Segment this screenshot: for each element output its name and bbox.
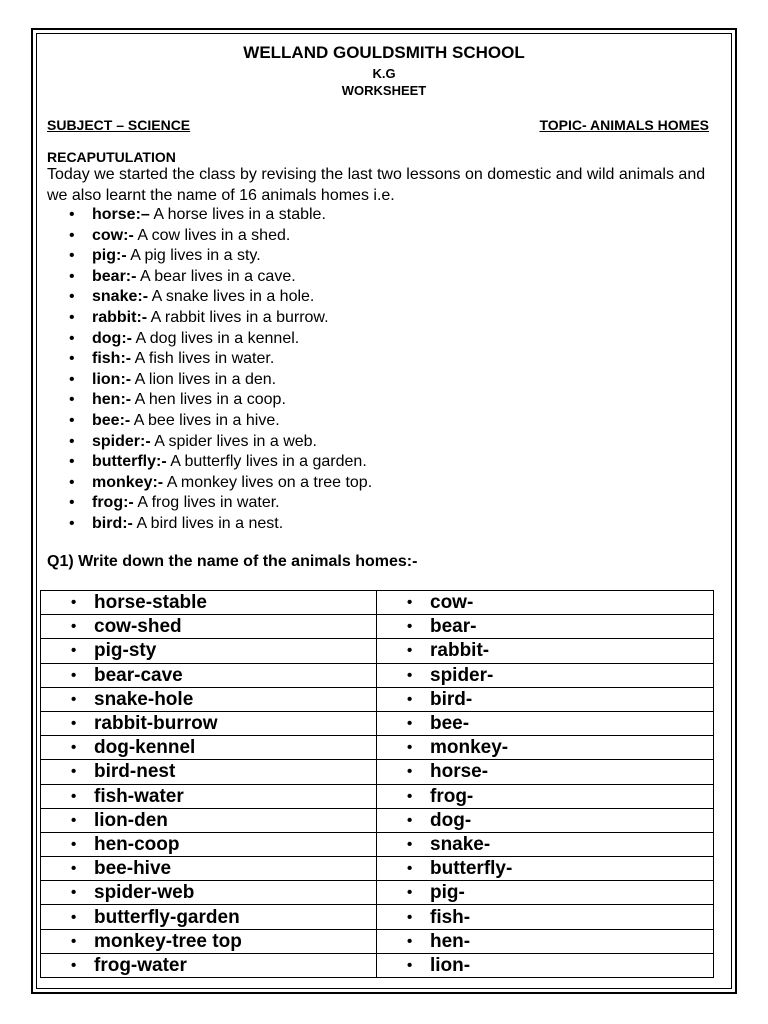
cell-text: • monkey-tree top: [41, 930, 376, 953]
cell-text: • pig-: [377, 881, 713, 904]
recap-intro: Today we started the class by revising the last two lessons on domestic and wild animals and we also learnt the name of 16 animals homes i.e.: [47, 166, 706, 204]
table-row: [41, 881, 714, 905]
answer-example-cell: [41, 881, 377, 905]
grade-label: K.G: [372, 66, 396, 81]
table-row: [41, 663, 714, 687]
recap-item-text: A pig lives in a sty.: [126, 247, 261, 265]
recap-item-animal: dog:-: [92, 329, 132, 347]
cell-text: • butterfly-: [377, 857, 713, 880]
recap-item-animal: hen:-: [92, 391, 132, 409]
answer-example-cell: [41, 953, 377, 977]
cell-text: • bird-nest: [41, 760, 376, 783]
recap-item-text: A butterfly lives in a garden.: [166, 453, 367, 471]
recap-item-animal: bear:-: [92, 267, 137, 285]
subject-label: SUBJECT – SCIENCE: [47, 117, 191, 133]
answer-blank-cell: [377, 905, 714, 929]
answer-example-cell: [41, 905, 377, 929]
recap-item: [47, 205, 372, 226]
answer-blank-cell: [377, 736, 714, 760]
recap-item-animal: bee:-: [92, 411, 131, 429]
recap-item-animal: cow:-: [92, 226, 134, 244]
cell-text: • frog-water: [41, 954, 376, 977]
cell-text: • bear-: [377, 615, 713, 638]
table-row: [41, 857, 714, 881]
recap-item-text: A lion lives in a den.: [131, 370, 277, 388]
recap-item-text: A rabbit lives in a burrow.: [147, 308, 329, 326]
table-row: [41, 591, 714, 615]
recap-item-text: A cow lives in a shed.: [133, 226, 291, 244]
answer-blank-cell: [377, 639, 714, 663]
cell-text: • frog-: [377, 785, 713, 808]
cell-text: • cow-shed: [41, 615, 376, 638]
table-row: [41, 953, 714, 977]
answer-blank-cell: [377, 760, 714, 784]
question-text: Q1) Write down the name of the animals homes:-: [47, 553, 418, 570]
recap-item-animal: frog:-: [92, 494, 134, 512]
cell-text: • bird-: [377, 688, 713, 711]
answer-blank-cell: [377, 711, 714, 735]
answer-blank-cell: [377, 663, 714, 687]
recap-item: [47, 308, 372, 329]
table-row: [41, 736, 714, 760]
recap-item-animal: butterfly:-: [92, 453, 167, 471]
answer-example-cell: [41, 615, 377, 639]
answer-blank-cell: [377, 929, 714, 953]
recap-item-animal: rabbit:-: [92, 308, 148, 326]
recap-heading: RECAPUTULATION: [47, 149, 176, 165]
cell-text: • cow-: [377, 591, 713, 614]
recap-item-text: A bear lives in a cave.: [136, 267, 296, 285]
recap-item: [47, 370, 372, 391]
answer-blank-cell: [377, 591, 714, 615]
answer-example-cell: [41, 929, 377, 953]
answer-example-cell: [41, 591, 377, 615]
recap-item: [47, 287, 372, 308]
answer-example-cell: [41, 736, 377, 760]
recap-item-animal: pig:-: [92, 247, 127, 265]
topic-label: TOPIC- ANIMALS HOMES: [539, 117, 709, 133]
answer-blank-cell: [377, 784, 714, 808]
recap-item: [47, 473, 372, 494]
answer-blank-cell: [377, 808, 714, 832]
recap-item-text: A snake lives in a hole.: [148, 288, 315, 306]
recap-item-text: A fish lives in water.: [131, 350, 275, 368]
cell-text: • bee-hive: [41, 857, 376, 880]
recap-item: [47, 514, 372, 535]
cell-text: • fish-water: [41, 785, 376, 808]
answer-blank-cell: [377, 881, 714, 905]
answer-blank-cell: [377, 832, 714, 856]
cell-text: • snake-hole: [41, 688, 376, 711]
recap-item-text: A bird lives in a nest.: [132, 514, 284, 532]
answer-blank-cell: [377, 953, 714, 977]
recap-item-text: A frog lives in water.: [133, 494, 280, 512]
recap-item-text: A hen lives in a coop.: [131, 391, 286, 409]
recap-item-animal: fish:-: [92, 350, 132, 368]
table-row: [41, 808, 714, 832]
cell-text: • spider-: [377, 664, 713, 687]
recap-item: [47, 411, 372, 432]
cell-text: • bear-cave: [41, 664, 376, 687]
cell-text: • dog-: [377, 809, 713, 832]
answer-example-cell: [41, 687, 377, 711]
cell-text: • monkey-: [377, 736, 713, 759]
recap-item-animal: lion:-: [92, 370, 132, 388]
recap-item: [47, 432, 372, 453]
cell-text: • lion-den: [41, 809, 376, 832]
recap-item-animal: spider:-: [92, 432, 151, 450]
recap-item-text: A dog lives in a kennel.: [131, 329, 300, 347]
recap-item-animal: bird:-: [92, 514, 133, 532]
cell-text: • butterfly-garden: [41, 906, 376, 929]
answer-example-cell: [41, 832, 377, 856]
recap-item-text: A monkey lives on a tree top.: [163, 473, 373, 491]
recap-item-animal: horse:–: [92, 206, 150, 223]
answer-table: [40, 590, 714, 978]
recap-item: [47, 452, 372, 473]
cell-text: • dog-kennel: [41, 736, 376, 759]
recap-item: [47, 226, 372, 247]
recap-item: [47, 246, 372, 267]
table-row: [41, 615, 714, 639]
recap-item: [47, 329, 372, 350]
table-row: [41, 784, 714, 808]
answer-example-cell: [41, 784, 377, 808]
cell-text: • rabbit-burrow: [41, 712, 376, 735]
recap-item-text: A horse lives in a stable.: [149, 206, 326, 223]
cell-text: • hen-: [377, 930, 713, 953]
cell-text: • horse-: [377, 760, 713, 783]
recap-item: [47, 349, 372, 370]
recap-item: [47, 267, 372, 288]
cell-text: • hen-coop: [41, 833, 376, 856]
cell-text: • bee-: [377, 712, 713, 735]
recap-item-text: A spider lives in a web.: [150, 432, 317, 450]
cell-text: • rabbit-: [377, 639, 713, 662]
answer-example-cell: [41, 760, 377, 784]
recap-item-animal: snake:-: [92, 288, 149, 306]
answer-example-cell: [41, 857, 377, 881]
cell-text: • lion-: [377, 954, 713, 977]
answer-blank-cell: [377, 615, 714, 639]
school-name: WELLAND GOULDSMITH SCHOOL: [243, 43, 525, 62]
recap-item: [47, 390, 372, 411]
cell-text: • fish-: [377, 906, 713, 929]
cell-text: • spider-web: [41, 881, 376, 904]
cell-text: • pig-sty: [41, 639, 376, 662]
table-row: [41, 929, 714, 953]
recap-item-text: A bee lives in a hive.: [130, 411, 280, 429]
table-row: [41, 905, 714, 929]
table-row: [41, 832, 714, 856]
table-row: [41, 760, 714, 784]
cell-text: • snake-: [377, 833, 713, 856]
answer-example-cell: [41, 711, 377, 735]
recap-list: [47, 205, 372, 535]
table-row: [41, 687, 714, 711]
document-type: WORKSHEET: [341, 83, 427, 98]
answer-example-cell: [41, 808, 377, 832]
cell-text: • horse-stable: [41, 591, 376, 614]
table-row: [41, 711, 714, 735]
recap-item: [47, 493, 372, 514]
recap-item-animal: monkey:-: [92, 473, 164, 491]
answer-blank-cell: [377, 857, 714, 881]
table-row: [41, 639, 714, 663]
answer-example-cell: [41, 663, 377, 687]
answer-example-cell: [41, 639, 377, 663]
answer-blank-cell: [377, 687, 714, 711]
